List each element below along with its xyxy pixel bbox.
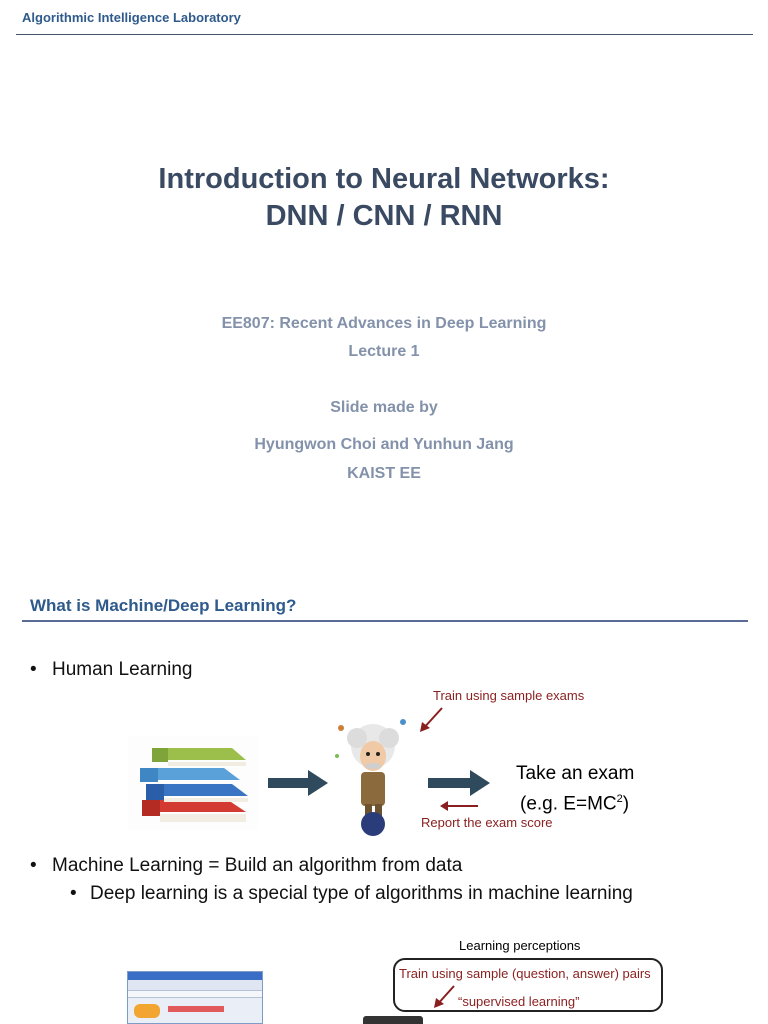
- left-arrow-icon: [440, 800, 480, 812]
- lecture-number: Lecture 1: [348, 343, 420, 360]
- slide-title-line2: DNN / CNN / RNN: [265, 200, 503, 232]
- train-note: Train using sample exams: [433, 688, 585, 703]
- arrow-right-icon: [268, 770, 330, 796]
- section-divider: [22, 620, 748, 622]
- exam-line2: [520, 787, 629, 816]
- bullet-deep-learning: • Deep learning is a special type of algorithms in machine learning: [70, 883, 633, 904]
- books-illustration: [128, 736, 258, 830]
- supervised-note: “supervised learning”: [458, 994, 580, 1009]
- report-note: Report the exam score: [421, 815, 553, 830]
- browser-thumbnail: [127, 971, 263, 1024]
- bullet-machine-learning-text: Machine Learning = Build an algorithm from data: [52, 855, 463, 876]
- slide-title-line1: Introduction to Neural Networks:: [158, 163, 610, 195]
- course-name: EE807: Recent Advances in Deep Learning: [221, 315, 547, 332]
- bullet-machine-learning: • Machine Learning = Build an algorithm from data: [30, 855, 463, 876]
- thumb-text: [168, 1006, 224, 1012]
- book-mid1: [140, 768, 240, 782]
- section-title: What is Machine/Deep Learning?: [30, 596, 297, 615]
- arrow-right-icon: [428, 770, 492, 796]
- book-mid2: [146, 784, 248, 802]
- learning-perceptions-label: Learning perceptions: [459, 938, 581, 953]
- note-arrow-icon: [418, 706, 446, 734]
- header-divider: [16, 34, 753, 35]
- thumb-logo: [134, 1004, 160, 1018]
- exam-superscript: 2: [616, 793, 623, 805]
- train-pairs-note: Train using sample (question, answer) pairs: [399, 966, 651, 981]
- thumb-titlebar: [128, 972, 262, 980]
- lab-name: Algorithmic Intelligence Laboratory: [22, 10, 241, 25]
- bullet-deep-learning-text: Deep learning is a special type of algorithms in machine learning: [90, 883, 633, 904]
- thumb-addressbar: [128, 991, 262, 998]
- scientist-illustration: [333, 716, 413, 836]
- authors: Hyungwon Choi and Yunhun Jang: [254, 436, 514, 453]
- exam-line1: Take an exam: [516, 763, 635, 784]
- made-by-label: Slide made by: [330, 399, 438, 416]
- supervised-arrow-icon: [432, 984, 458, 1010]
- bullet-human-learning: • Human Learning: [30, 659, 193, 680]
- thumb-toolbar: [128, 980, 262, 991]
- bullet-human-learning-text: Human Learning: [52, 659, 193, 680]
- exam-close-paren: ): [622, 793, 630, 815]
- affiliation: KAIST EE: [347, 465, 421, 482]
- device-illustration: [363, 1016, 423, 1024]
- exam-formula: (e.g. E=MC: [520, 793, 617, 815]
